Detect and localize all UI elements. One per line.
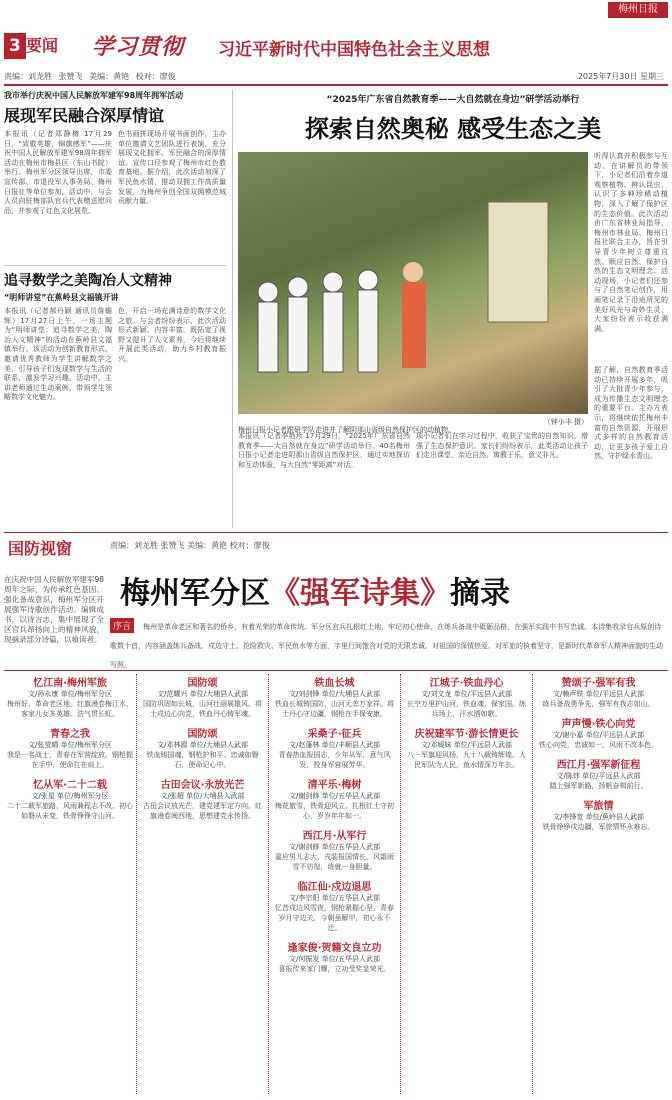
- poem-item: [7, 725, 133, 770]
- poem-text: 八一军旗迎风扬，九十八载铸辉煌。人民军队为人民，鱼水情深万年长。: [407, 751, 526, 769]
- lead-text: 梅州是革命老区和著名的侨乡，有着光荣的革命传统。军分区官兵扎根红土地，牢记初心使命，在练兵备战中砥砺品格，在强军实践中书写忠诚。本诗集收录官兵原创诗歌数十首，内容涵盖练兵备战、戍边守土、抢险救灾、军民鱼水等方面，字里行间饱含对党的无限忠诚、对祖国的深情热爱、对军旅的执着坚守，是新时代革命军人精神面貌的生动写照。: [110, 623, 663, 669]
- poem-column: [532, 674, 664, 1094]
- poem-author: 文/谢剑修 单位/五华县人武部: [289, 792, 380, 800]
- article-1-kicker: 我市举行庆祝中国人民解放军建军98周年拥军活动: [4, 91, 184, 100]
- page-number: 3: [4, 33, 26, 59]
- feature-kicker: “2025年广东省自然教育季——大自然就在身边”研学活动举行: [326, 95, 580, 105]
- poem-author: 文/孙永康 单位/梅州军分区: [28, 690, 112, 698]
- article-1-body: 本报讯（记者郑静樽 17月29日，“致敬英雄，锦旗感军”——庆祝中国人民解放军建军98周年拥军活动在梅州市梅县区（东山书院）举行。梅州军分区领导出席，市委宣传部、市退役军人事务局、梅州日报社等单位参加。活动中，与会人员向驻梅部队官兵代表赠送慰问品，并参观了红色文化展览。: [4, 130, 112, 215]
- feature-right-column: [594, 152, 668, 526]
- poem-title: 铁血长城: [314, 678, 355, 689]
- poem-text: 国防巩固如长城，山河壮丽展雄风。将士戍边心向党，铁血丹心铸军魂。: [143, 700, 262, 718]
- poem-text: 铁血长城铸国防，山河无恙万家祥。将士丹心守边疆，钢枪在手保安康。: [275, 700, 394, 718]
- poem-text: 练兵备战勇争先，强军有我志如山。: [542, 700, 655, 708]
- feature-caption-credit: （钟小丰 摄）: [543, 418, 588, 426]
- poem-item: [536, 797, 661, 832]
- poem-item: [272, 827, 397, 872]
- meta-designer: 美编：黄艳: [89, 72, 130, 81]
- poem-title: 清平乐·梅树: [307, 780, 362, 791]
- poem-author: 文/李宗阳 单位/五华县人武部: [289, 894, 380, 902]
- page-meta: [4, 71, 668, 86]
- meta-proof: 校对：廖俊: [135, 72, 176, 81]
- poem-title: 西江月·从军行: [302, 831, 367, 842]
- section-label: 要闻: [26, 36, 59, 55]
- feature-body-1: 本报讯（记者李艳珍 17月29日，“2025年广东省自然教育季——大自然就在身边”研学活动举行。40名梅州日报小记者走进阴那山省级自然保护区，通过实地探访和互动体验，与大自然“零距离”对话。: [238, 432, 410, 469]
- poem-title: 国防颂: [187, 729, 218, 740]
- defense-intro: 在庆祝中国人民解放军建军98周年之际，为传承红色基因、强化备战意识，梅州军分区开展强军诗歌创作活动。编辑成书，以诗言志，集中展现了全区官兵昂扬向上的精神风貌，现摘录部分诗篇，以飨读者。: [4, 575, 104, 644]
- defense-section-tag: 国防视窗: [8, 539, 73, 558]
- poem-item: [7, 776, 133, 821]
- poems-top-rule: [4, 670, 668, 671]
- feature-title: 探索自然奥秘 感受生态之美: [304, 114, 602, 143]
- poem-title: 西江月·强军新征程: [556, 760, 641, 771]
- poem-title: 临江仙·戍边退思: [297, 882, 372, 893]
- poem-item: [536, 756, 661, 791]
- poem-text: 长空万里护山河，铁血魂，保家国。练兵场上，汗水洒如歌。: [407, 700, 526, 718]
- meta-date: 2025年7月30日 星期三: [577, 72, 664, 81]
- poem-text: 青春热血报国志，少年从军，意气风发，投身军营展芳华。: [278, 751, 391, 769]
- poem-text: 铁血铸国魂，钢枪护和平。忠诚如磐石，使命记心中。: [146, 751, 259, 769]
- poem-author: 文/刘文龙 单位/平远县人武部: [421, 690, 512, 698]
- poem-author: 文/邓媛妹 单位/平远县人武部: [421, 741, 512, 749]
- poem-text: 铁心向党，忠诚如一，风雨不改本色。: [539, 741, 658, 749]
- poem-text: 忆昔戍边风雪夜，钢枪紧握心坚。青春岁月守边关，今朝虽解甲，初心永不迁。: [275, 904, 394, 932]
- poem-title: 古田会议·永放光芒: [160, 780, 245, 791]
- feature-right-body-2: 据了解，自然教育季活动已持续开展多年，吸引了大批青少年参与，成为传播生态文明理念的重要平台。主办方表示，将继续依托梅州丰富的自然资源，开展形式多样的自然教育活动，让更多孩子爱上自然，守护绿水青山。: [594, 366, 668, 461]
- feature-right-body: 听得认真并积极参与互动。在讲解员的带领下，小记者们沿着步道观察植物、辨认昆虫，认识了多种珍稀动植物，深入了解了保护区的生态价值。此次活动由广东省林业局指导，梅州市林业局、梅州日报社联合主办，旨在引导青少年树立尊重自然、顺应自然、保护自然的生态文明理念。活动现场，小记者们还参与了自然笔记创作，用画笔记录下沿途所见的美好风光与奇妙生灵，大家纷纷表示收获满满。: [594, 152, 668, 333]
- poem-text: 古田会议放光芒，建党建军定方向。红旗漫卷闽西地，思想建党永传扬。: [143, 802, 262, 820]
- poem-text: 梅花傲雪，铁骨迎风立。扎根红土守初心，岁岁年年如一。: [275, 802, 394, 820]
- poem-text: 我是一名战士，青春在军营绽放。钢枪握在手中，使命扛在肩上。: [7, 751, 133, 769]
- poem-column: [268, 674, 400, 1094]
- poem-item: [272, 725, 397, 770]
- article-2: [4, 265, 226, 525]
- poem-grid: [4, 674, 668, 1094]
- section-rule: [4, 532, 668, 533]
- article-1-body-2: 色书画拼现场开展书画创作，主办单位邀请文艺团队进行表演，充分展现文化拥军、军民融合的深厚情谊。宣传口径参观了梅州市红色教育基地。据介绍，此次活动加深了军民鱼水情，推动双拥工作高质量发展，为梅州争创全国双拥模范城贡献力量。: [118, 130, 226, 206]
- poem-title: 江城子·铁血丹心: [429, 678, 504, 689]
- poem-author: 文/刘剑锋 单位/大埔县人武部: [289, 690, 380, 698]
- poem-author: 文/邓林源 单位/大埔县人武部: [157, 741, 248, 749]
- poem-column: [4, 674, 136, 1094]
- poem-author: 文/陈炜 单位/平远县人武部: [556, 772, 641, 780]
- poem-author: 文/张超 单位/大埔县人武部: [160, 792, 245, 800]
- column-divider: [232, 90, 233, 528]
- poem-title: 青春之我: [50, 729, 90, 740]
- feature-photo: [238, 152, 588, 414]
- poem-item: [272, 939, 397, 974]
- poem-column: [400, 674, 532, 1094]
- poem-text: 踏上强军新路，扬帆奋楫前行。: [549, 782, 648, 790]
- article-2-title: 追寻数学之美陶冶人文精神: [4, 273, 172, 289]
- poem-title: 采桑子·征兵: [307, 729, 362, 740]
- poem-text: 嘉应男儿志大，戎装报国情长。风霜雨雪不彷徨，练就一身胆量。: [275, 853, 394, 871]
- poem-text: 梅州好，革命老区地。红旗漫卷梅江水，客家儿女多英雄。浩气贯长虹。: [7, 700, 133, 718]
- poem-title: 忆江南·梅州军旅: [33, 678, 107, 689]
- poem-item: [7, 674, 133, 719]
- lead-tag: 序言: [110, 618, 134, 633]
- defense-title-post: 摘录: [450, 576, 510, 611]
- article-2-body-2: 色，开启一场充满诗意的数学文化之旅。与会者纷纷表示，此次活动形式新颖、内容丰富，既拓宽了视野又提升了人文素养，今后将继续开展此类活动，助力乡村教育振兴。: [118, 307, 226, 363]
- poem-title: 庆祝建军节·游长情更长: [414, 729, 519, 740]
- page-header: [0, 0, 672, 60]
- newspaper-logo: 梅州日报: [608, 2, 668, 18]
- poem-item: [272, 674, 397, 719]
- defense-title-book: 《强军诗集》: [270, 576, 450, 611]
- defense-lead: [110, 614, 668, 671]
- poem-title: 忆从军·二十二载: [33, 780, 107, 791]
- poem-item: [404, 725, 529, 770]
- poem-author: 文/张莹晴 单位/梅州军分区: [28, 741, 112, 749]
- feature-article: [238, 92, 668, 144]
- poem-author: 文/范耀兴 单位/大埔县人武部: [157, 690, 248, 698]
- defense-title-pre: 梅州军分区: [120, 576, 270, 611]
- poem-author: 文/李锋宽 单位/蕉岭县人武部: [553, 813, 644, 821]
- poem-item: [272, 776, 397, 821]
- poem-title: 军旅情: [583, 801, 614, 812]
- meta-editor2: 张赞飞: [58, 72, 83, 81]
- poem-author: 文/何振发 单位/五华县人武部: [289, 955, 380, 963]
- poem-title: 赞颂子·强军有我: [561, 678, 636, 689]
- guide-figure: [402, 282, 426, 368]
- feature-caption-text: 梅州日报小记者跟研学队走进并了解阴那山省级自然保护区的动植物。: [238, 426, 455, 434]
- slogan-script: 学习贯彻: [92, 34, 185, 60]
- article-1: [4, 90, 226, 250]
- article-1-title: 展现军民融合深厚情谊: [4, 106, 165, 125]
- poem-column: [136, 674, 268, 1094]
- poem-author: 文/赵蓬林 单位/丰顺县人武部: [289, 741, 380, 749]
- slogan-main: 习近平新时代中国特色社会主义思想: [218, 40, 490, 60]
- poem-text: 喜报传来家门耀，立功受奖显荣光。: [278, 965, 391, 973]
- poem-author: 文/赖声铁 单位/平远县人武部: [553, 690, 644, 698]
- poem-item: [140, 674, 265, 719]
- poem-text: 铁骨铮铮戍边疆，军旅情怀永难忘。: [542, 823, 655, 831]
- students-hiking-illustration: [238, 152, 588, 414]
- poem-author: 文/谢小嘉 单位/平远县人武部: [553, 731, 644, 739]
- poem-author: 文/谢剑修 单位/五华县人武部: [289, 843, 380, 851]
- poem-text: 二十二载军旅路，风雨兼程志不改。初心如磐从未变，铁骨铮铮守山河。: [7, 802, 133, 820]
- poem-item: [140, 725, 265, 770]
- info-board: [488, 202, 548, 322]
- meta-editor: 责编：刘龙胜: [4, 72, 52, 81]
- feature-body-2: 项小记者们在学习过程中，收获了宝贵的自然知识，增强了生态保护意识。家长们纷纷表示，此类活动让孩子们走出课堂，亲近自然，寓教于乐，意义非凡。: [416, 432, 588, 460]
- poem-item: [404, 674, 529, 719]
- article-2-subtitle: “明师讲堂”在蕉岭县文福镇开讲: [4, 293, 119, 302]
- article-2-body: 本报讯（记者郝丹颖 通讯员詹蟾辉）17月27日上午，一场主题为“明师讲堂：追寻数学之美，陶冶人文精神”的活动在蕉岭县文福镇举行。该活动为创新教育形式，邀请优秀教师为学生讲解数学之美，引导孩子们发现数学与生活的联系，激发学习兴趣。活动中，主讲老师通过生动案例，带领学生领略数学文化魅力。: [4, 307, 112, 402]
- poem-author: 文/张星 单位/梅州军分区: [31, 792, 109, 800]
- poem-item: [536, 674, 661, 709]
- defense-meta: 责编：刘龙胜 张赞飞 美编：黄艳 校对：廖俊: [110, 541, 270, 550]
- poem-item: [140, 776, 265, 821]
- poem-item: [272, 878, 397, 933]
- poem-title: 国防颂: [187, 678, 218, 689]
- poem-title: 逢家俊·贺籍文良立功: [287, 943, 382, 954]
- defense-title: [120, 568, 510, 612]
- feature-body-lower: [238, 432, 588, 522]
- poem-item: [536, 715, 661, 750]
- poem-title: 声声慢·铁心向党: [561, 719, 636, 730]
